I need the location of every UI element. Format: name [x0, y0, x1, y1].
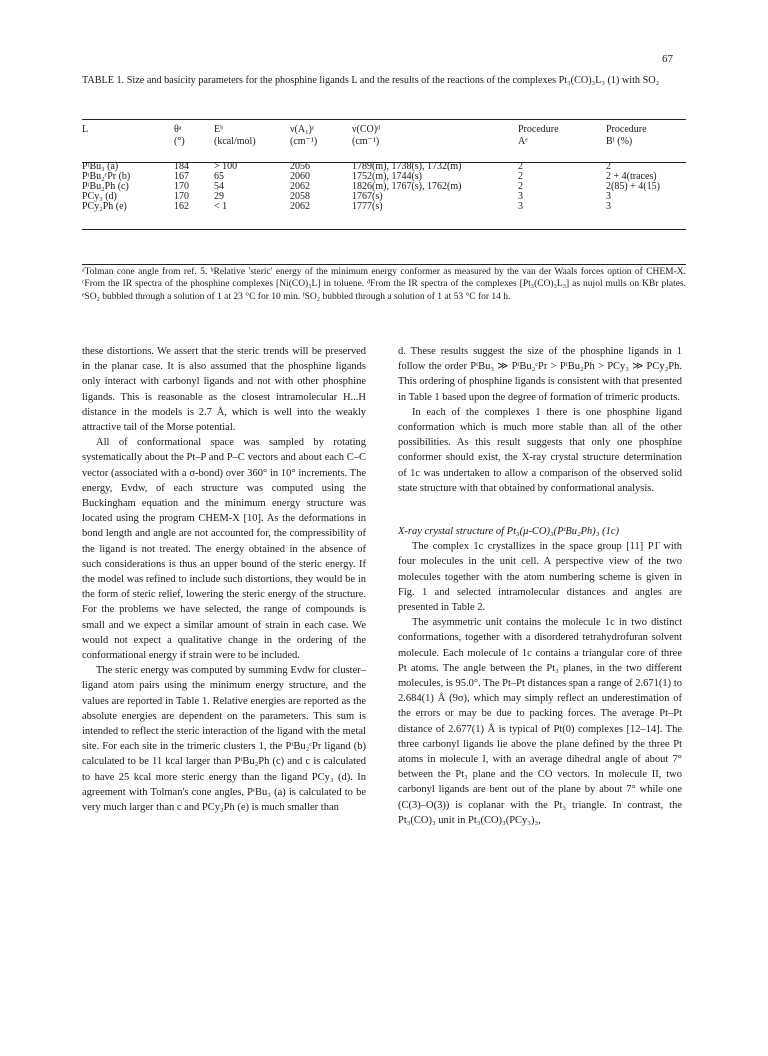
table-cell: 162: [174, 201, 189, 212]
table-cell: 3: [518, 201, 523, 212]
paragraph: The asymmetric unit contains the molecule 1c in two distinct conformations, together with a disordered tetrahydrofuran solvent molecule. Each molecule of 1c contains a triangular core of three Pt atoms. The angle between the Pt₃ planes, in the two different molecules, is 95.0°. The Pt–Pt distances span a range of 2.671(1) to 2.684(1) Å (9σ), which may simply reflect an underestimation of the errors or may be due to packing forces. The average Pt–Pt distance of 2.677(1) Å is typical of Pt(0) complexes [12–14]. The three carbonyl ligands lie above the plane defined by the three Pt atoms in molecule I, with an average dihedral angle of about 7° between the Pt₃ plane and the CO vectors. In molecule II, two carbonyl ligands are bent out of the plane by about 7° while one (C(3)–O(3)) is coplanar with the Pt₃ triangle. In contrast, the Pt₃(CO)₃ unit in Pt₃(CO)₃(PCy₃)₃,: [398, 617, 682, 826]
table-cell: 170: [174, 191, 189, 202]
right-column: [398, 344, 682, 828]
table-cell: 2062: [290, 181, 310, 192]
table-cell: PᵗBu₂Ph (c): [82, 181, 129, 192]
table-cell: 1789(m), 1738(s), 1732(m): [352, 161, 462, 172]
header-cell: ν(CO)ᵈ (cm⁻¹): [352, 124, 381, 147]
table-cell: 184: [174, 161, 189, 172]
table-cell: 2: [606, 161, 611, 172]
paragraph: All of conformational space was sampled by rotating systematically about the Pt–P and P–C vectors and about each C–C vector (associated with a σ-bond) over 360° in 10° increments. The energy, Evdw, of each structure was computed using the Buckingham equation and the minimum energy structure was located using the program CHEM-X [10]. As the deformations in bond length and angle are not accounted for, the compressibility of the ligand is not treated. The energy obtained in the absence of such considerations is thus an upper bound of the steric energy. If the model was refined to include such distortions, they would be in the form of steric relief, lowering the steric energy of the structure. For the problems we have selected, the range of compounds is small and we expect a similar amount of strain in each case. We would not expect a qualitative change in the ordering of the conformational energy if strain were to be included.: [82, 437, 366, 662]
table-cell: 2062: [290, 201, 310, 212]
table-cell: 3: [518, 191, 523, 202]
footnote-rule: [82, 264, 686, 265]
header-cell: θᵃ (°): [174, 124, 185, 147]
table-cell: 170: [174, 181, 189, 192]
table-cell: 3: [606, 191, 611, 202]
table-cell: > 100: [214, 161, 238, 172]
header-cell: ν(A₁)ᶜ (cm⁻¹): [290, 124, 318, 147]
table-cell: 2(85) + 4(15): [606, 181, 660, 192]
table-footnotes: ᵃTolman cone angle from ref. 5. ᵇRelative 'steric' energy of the minimum energy conformer as measured by the van der Waals forces option of CHEM-X. ᶜFrom the IR spectra of the phosphine complexes [Ni(CO)₃L] in toluene. ᵈFrom the IR spectra of the complexes [Pt₃(CO)₃L₃] as nujol mulls on KBr plates. ᵉSO₂ bubbled through a solution of 1 at 23 °C for 10 min. ᶠSO₂ bubbled through a solution of 1 at 53 °C for 14 h.: [82, 267, 686, 302]
table-row: [82, 202, 686, 212]
paragraph: The steric energy was computed by summing Evdw for cluster–ligand atom pairs using the minimum energy structure, and the values are reported in Table 1. Relative energies are reported as the absolute energies are dependent on the parameters. This sum is intended to reflect the steric interaction of the ligand with the metal site. For each site in the trimeric clusters 1, the PᵗBu₂ᶜPr ligand (b) calculated to be 11 kcal larger than PᵗBu₂Ph (c) and c is calculated to have 25 kcal more steric energy than the ligand PCy₃ (d). In agreement with Tolman's cone angles, PᵗBu₃ (a) is calculated to be very much larger than c and PCy₂Ph (e) is much smaller than: [82, 665, 366, 814]
header-cell: Eᵇ (kcal/mol): [214, 124, 256, 147]
paragraph: In each of the complexes 1 there is one phosphine ligand conformation which is much more stable than all of the other possibilities. As this result suggests that only one phosphine conformer should exist, the X-ray crystal structure determination of 1c was undertaken to allow a comparison of the observed solid state structure with that obtained by conformational analysis.: [398, 406, 682, 494]
table-cell: 2: [518, 161, 523, 172]
table-cell: 2: [518, 181, 523, 192]
header-cell: Procedure Aᵉ: [518, 124, 559, 147]
table-cell: 1767(s): [352, 191, 383, 202]
table-cell: PᵗBu₂ᶜPr (b): [82, 171, 131, 182]
table-cell: 2058: [290, 191, 310, 202]
table-cell: 29: [214, 191, 224, 202]
paragraph: these distortions. We assert that the steric trends will be preserved in the planar case. It is also assumed that the phosphine ligands only interact with carbonyl ligands and not with other phosphine ligands. This is reasonable as the closest intramolecular H...H distance in the models is 2.7 Å, which is well into the weakly attractive tail of the Morse potential.: [82, 346, 366, 434]
table-top-rule: [82, 119, 686, 120]
table-cell: 1826(m), 1767(s), 1762(m): [352, 181, 462, 192]
table-cell: 2 + 4(traces): [606, 171, 657, 182]
table-cell: PᵗBu₃ (a): [82, 161, 119, 172]
table-cell: 2056: [290, 161, 310, 172]
header-cell: Procedure Bᶠ (%): [606, 124, 647, 147]
header-cell: L: [82, 124, 89, 135]
table-cell: 1777(s): [352, 201, 383, 212]
table-cell: 54: [214, 181, 224, 192]
table-row: [82, 192, 686, 202]
page-number: 67: [662, 53, 673, 65]
table-cell: < 1: [214, 201, 228, 212]
table-cell: 2: [518, 171, 523, 182]
table-cell: 3: [606, 201, 611, 212]
section-heading: X-ray crystal structure of Pt₃(μ-CO)₃(PᵗBu₂Ph)₃ (1c): [398, 526, 619, 538]
table-cell: PCy₂Ph (e): [82, 201, 127, 212]
table-header-row: [82, 124, 686, 162]
table-cell: 2060: [290, 171, 310, 182]
table-cell: PCy₃ (d): [82, 191, 117, 202]
paragraph: d. These results suggest the size of the phosphine ligands in 1 follow the order PᵗBu₃ ≫ PᵗBu₂ᶜPr > PᵗBu₂Ph > PCy₃ ≫ PCy₂Ph. This ordering of phosphine ligands is consistent with that presented in Table 1 based upon the degree of formation of trimeric products.: [398, 346, 682, 403]
table-row: [82, 182, 686, 192]
table-cell: 65: [214, 171, 224, 182]
data-table: [82, 124, 686, 212]
table-bottom-rule: [82, 229, 686, 230]
table-cell: 167: [174, 171, 189, 182]
table-cell: 1752(m), 1744(s): [352, 171, 422, 182]
paragraph: The complex 1c crystallizes in the space group [11] P1̄ with four molecules in the unit cell. A perspective view of the two molecules together with the atom numbering scheme is given in Fig. 1 and selected intramolecular distances and angles are presented in Table 2.: [398, 541, 682, 614]
left-column: [82, 344, 366, 815]
table-caption: TABLE 1. Size and basicity parameters for the phosphine ligands L and the results of the reactions of the complexes Pt₃(CO)₃L₃ (1) with SO₂: [82, 75, 660, 86]
